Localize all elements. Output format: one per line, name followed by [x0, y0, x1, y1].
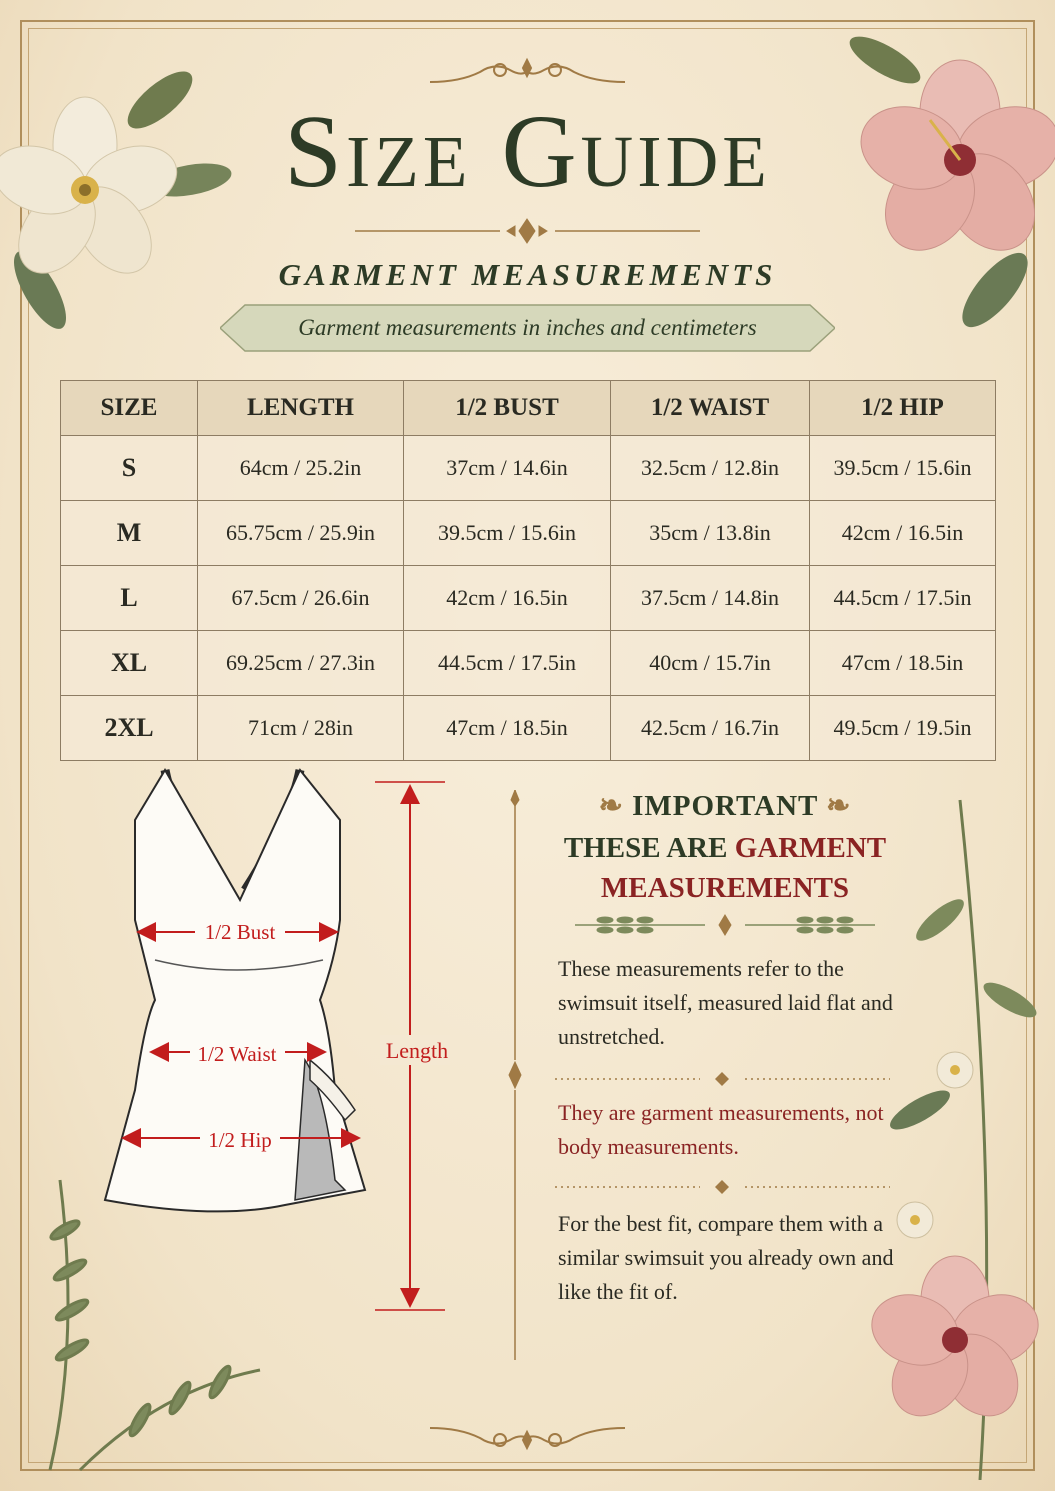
waist-cell: 35cm / 13.8in	[611, 501, 810, 566]
bust-cell: 44.5cm / 17.5in	[404, 631, 611, 696]
table-row	[61, 631, 996, 696]
size-cell: L	[61, 566, 198, 631]
hip-cell: 49.5cm / 19.5in	[810, 696, 996, 761]
bust-cell: 42cm / 16.5in	[404, 566, 611, 631]
info-paragraph-fit: For the best fit, compare them with a similar swimsuit you already own and like the fit of.	[558, 1211, 894, 1304]
waist-cell: 40cm / 15.7in	[611, 631, 810, 696]
flourish-ornament-icon	[420, 1418, 635, 1458]
size-cell: M	[61, 501, 198, 566]
dotted-divider-icon	[555, 1071, 890, 1087]
length-cell: 65.75cm / 25.9in	[198, 501, 404, 566]
vertical-divider-icon	[505, 790, 525, 1360]
size-table	[60, 380, 996, 761]
diamond-divider-icon	[355, 214, 700, 248]
hip-cell: 39.5cm / 15.6in	[810, 436, 996, 501]
waist-cell: 32.5cm / 12.8in	[611, 436, 810, 501]
header-length: LENGTH	[198, 381, 404, 436]
bust-cell: 47cm / 18.5in	[404, 696, 611, 761]
banner-caption: Garment measurements in inches and centimeters	[298, 315, 757, 340]
table-row	[61, 696, 996, 761]
info-paragraph-garment: They are garment measurements, not body measurements.	[558, 1100, 884, 1159]
length-label: Length	[385, 1038, 449, 1063]
flourish-ornament-icon	[420, 52, 635, 92]
length-cell: 67.5cm / 26.6in	[198, 566, 404, 631]
header-waist: 1/2 WAIST	[611, 381, 810, 436]
table-row	[61, 566, 996, 631]
size-cell: 2XL	[61, 696, 198, 761]
hip-cell: 47cm / 18.5in	[810, 631, 996, 696]
length-cell: 69.25cm / 27.3in	[198, 631, 404, 696]
leaf-ornament-icon: ❧	[817, 790, 852, 822]
waist-cell: 42.5cm / 16.7in	[611, 696, 810, 761]
table-row	[61, 436, 996, 501]
important-line-two: THESE ARE GARMENT	[563, 832, 887, 864]
bust-cell: 39.5cm / 15.6in	[404, 501, 611, 566]
bust-label: 1/2 Bust	[204, 920, 276, 944]
swimsuit-diagram	[95, 760, 475, 1330]
table-row	[61, 501, 996, 566]
header-bust: 1/2 BUST	[404, 381, 611, 436]
leaf-ornament-icon: ❧	[598, 790, 633, 822]
length-cell: 64cm / 25.2in	[198, 436, 404, 501]
dotted-divider-icon	[555, 1179, 890, 1195]
waist-cell: 37.5cm / 14.8in	[611, 566, 810, 631]
important-line-three: MEASUREMENTS	[600, 872, 850, 904]
info-paragraph-flat: These measurements refer to the swimsuit itself, measured laid flat and unstretched.	[558, 956, 893, 1049]
sprig-ornament-icon	[565, 910, 885, 940]
header-hip: 1/2 HIP	[810, 381, 996, 436]
table-header-row	[61, 381, 996, 436]
size-cell: S	[61, 436, 198, 501]
hip-label: 1/2 Hip	[208, 1128, 272, 1152]
important-heading: ❧ IMPORTANT ❧	[598, 790, 852, 822]
hip-cell: 44.5cm / 17.5in	[810, 566, 996, 631]
length-cell: 71cm / 28in	[198, 696, 404, 761]
page-title: Size Guide	[284, 94, 771, 209]
section-subtitle: GARMENT MEASUREMENTS	[278, 257, 777, 292]
waist-label: 1/2 Waist	[197, 1042, 277, 1066]
header-size: SIZE	[61, 381, 198, 436]
size-cell: XL	[61, 631, 198, 696]
hip-cell: 42cm / 16.5in	[810, 501, 996, 566]
bust-cell: 37cm / 14.6in	[404, 436, 611, 501]
